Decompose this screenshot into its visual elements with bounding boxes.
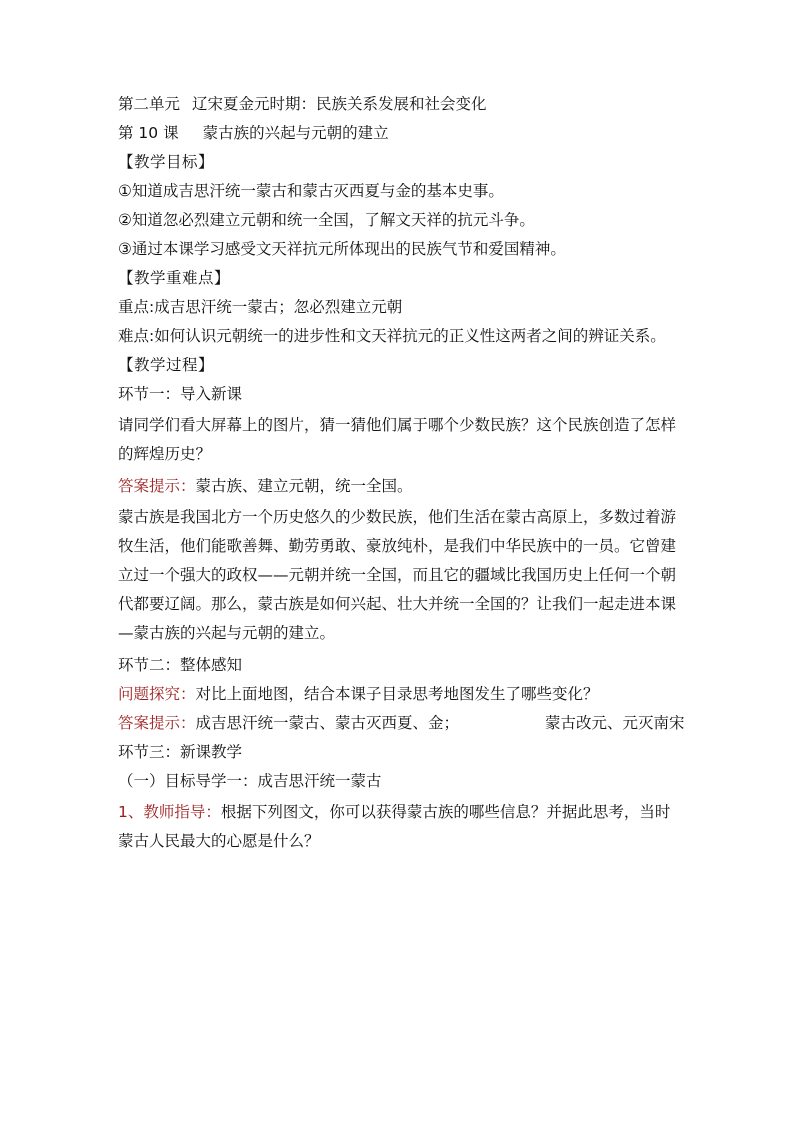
step1-paragraph: 蒙古族是我国北方一个历史悠久的少数民族，他们生活在蒙古高原上，多数过着游牧生活，他们能歌善舞、勤劳勇敢、豪放纯朴，是我们中华民族中的一员。它曾建立过一个强大的政权——元朝并统一全国，而且它的疆域比我国历史上任何一个朝代都要辽阔。那么，蒙古族是如何兴起、壮大并统一全国的？让我们一起走进本课—蒙古族的兴起与元朝的建立。 <box>118 508 677 642</box>
step2-answer-label: 答案提示： <box>118 714 196 732</box>
step1-title: 环节一：导入新课 <box>118 385 243 403</box>
unit-title-part2: 辽宋夏金元时期：民族关系发展和社会变化 <box>192 95 487 113</box>
unit-title <box>118 92 678 116</box>
step1-answer <box>118 474 678 498</box>
step2-question <box>118 682 678 706</box>
lesson-title-part2: 蒙古族的兴起与元朝的建立 <box>202 124 389 142</box>
goal-item-1: ①知道成吉思汗统一蒙古和蒙古灭西夏与金的基本史事。 <box>118 182 504 200</box>
document-page <box>118 92 685 856</box>
step3-subheading: （一）目标导学一：成吉思汗统一蒙古 <box>118 772 382 790</box>
goal-item-2: ②知道忽必烈建立元朝和统一全国，了解文天祥的抗元斗争。 <box>118 211 535 229</box>
step1-answer-label: 答案提示： <box>118 477 196 495</box>
key-points-heading: 【教学重难点】 <box>118 269 231 287</box>
step2-answer-a: 成吉思汗统一蒙古、蒙古灭西夏、金； <box>195 714 460 732</box>
step3-guide <box>118 798 678 856</box>
step2-question-label: 问题探究： <box>118 685 196 703</box>
difficult-point: 难点:如何认识元朝统一的进步性和文天祥抗元的正义性这两者之间的辨证关系。 <box>118 327 666 345</box>
step3-guide-label: 1、教师指导： <box>118 803 221 821</box>
key-point: 重点:成吉思汗统一蒙古；忽必烈建立元朝 <box>118 298 403 316</box>
step2-answer <box>118 711 685 735</box>
step2-title: 环节二：整体感知 <box>118 656 243 674</box>
step1-answer-text: 蒙古族、建立元朝，统一全国。 <box>195 477 413 495</box>
step2-question-text: 对比上面地图，结合本课子目录思考地图发生了哪些变化？ <box>195 685 599 703</box>
lesson-title <box>118 121 678 145</box>
step1-question: 请同学们看大屏幕上的图片，猜一猜他们属于哪个少数民族？这个民族创造了怎样的辉煌历史？ <box>118 416 677 463</box>
unit-title-part1: 第二单元 <box>118 95 181 113</box>
process-heading: 【教学过程】 <box>118 356 215 374</box>
goal-item-3: ③通过本课学习感受文天祥抗元所体现出的民族气节和爱国精神。 <box>118 240 566 258</box>
lesson-title-part1: 第 10 课 <box>118 124 179 142</box>
step3-guide-text: 根据下列图文，你可以获得蒙古族的哪些信息？并据此思考，当时蒙古人民最大的心愿是什么？ <box>118 803 671 850</box>
step2-answer-b: 蒙古改元、元灭南宋 <box>545 714 685 732</box>
goals-heading: 【教学目标】 <box>118 153 215 171</box>
step3-title: 环节三：新课教学 <box>118 743 243 761</box>
